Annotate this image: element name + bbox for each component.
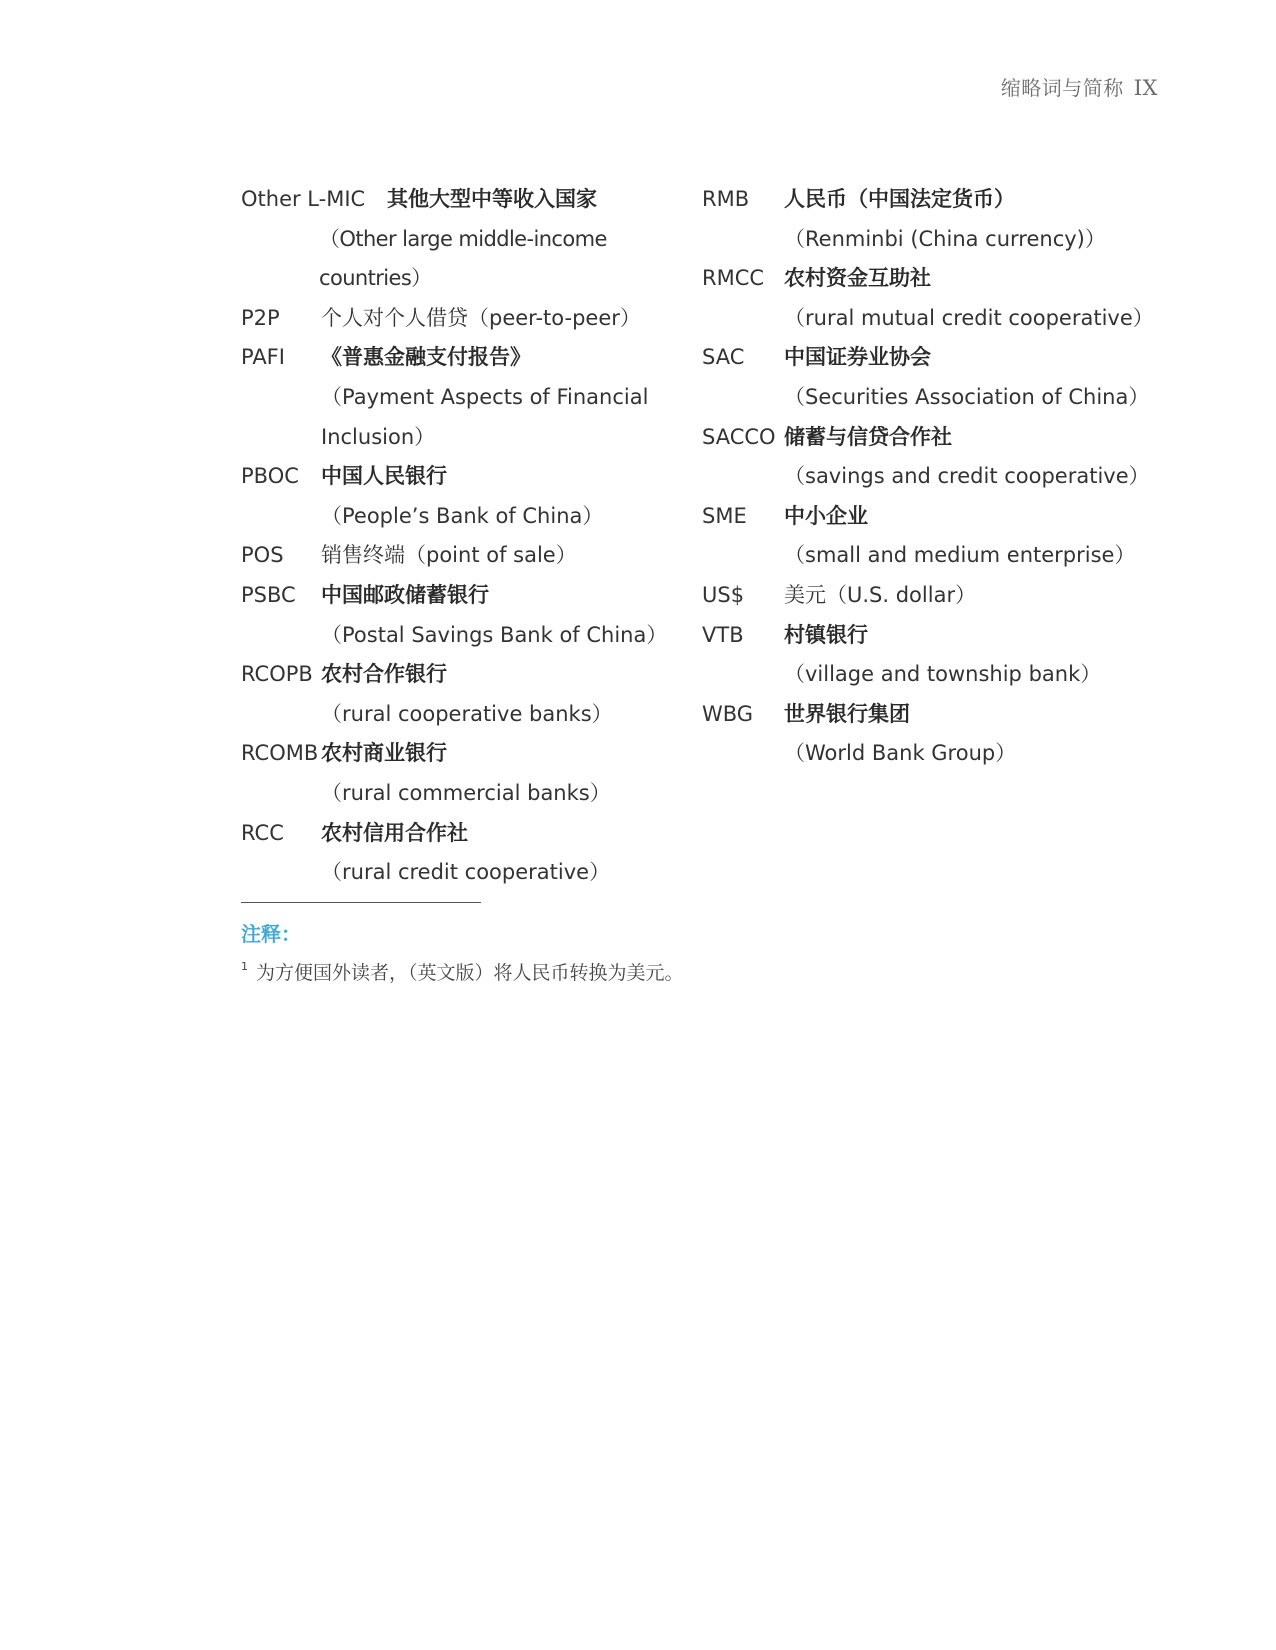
- entry-english-term: （rural mutual credit cooperative）: [784, 305, 1154, 330]
- entry-english-term: （Payment Aspects of Financial Inclusion）: [321, 384, 649, 449]
- entry-abbreviation: Other L-MIC: [241, 187, 366, 211]
- entry-definition: [784, 180, 1172, 259]
- glossary-entry: [702, 497, 1172, 576]
- entry-english-term: （rural commercial banks）: [321, 780, 611, 805]
- entry-chinese-term: 中国邮政储蓄银行: [321, 582, 489, 607]
- entry-abbreviation: RCOMB: [241, 741, 319, 766]
- entry-definition: [784, 576, 1172, 616]
- entry-abbreviation: POS: [241, 543, 284, 568]
- entry-abbreviation: RMCC: [702, 266, 765, 291]
- entry-abbreviation: RCC: [241, 820, 284, 845]
- entry-abbreviation: SAC: [702, 345, 745, 370]
- entry-definition: [321, 536, 681, 576]
- running-head: [1001, 72, 1158, 101]
- footnote: [241, 958, 684, 985]
- entry-abbreviation: SACCO: [702, 424, 776, 449]
- entry-definition: [784, 418, 1172, 497]
- entry-english-term: （Postal Savings Bank of China）: [321, 622, 668, 647]
- notes-heading: 注释：: [241, 922, 301, 946]
- entry-english-term: （rural credit cooperative）: [321, 860, 611, 885]
- entry-definition: [321, 457, 681, 536]
- entry-chinese-term: 村镇银行: [784, 622, 868, 647]
- glossary-entry: [702, 695, 1172, 774]
- glossary-entry: [702, 616, 1172, 695]
- glossary-entry: [241, 536, 681, 576]
- glossary-entry: [702, 576, 1172, 616]
- entry-english-term: （World Bank Group）: [784, 741, 1017, 766]
- entry-chinese-term: 农村商业银行: [321, 741, 447, 766]
- entry-chinese-term: 储蓄与信贷合作社: [784, 424, 952, 449]
- glossary-entry: [241, 576, 681, 655]
- entry-definition: [319, 180, 681, 299]
- entry-definition: [784, 616, 1172, 695]
- entry-definition: [321, 299, 681, 339]
- entry-definition: [321, 734, 681, 813]
- entry-english-term: （small and medium enterprise）: [784, 543, 1136, 568]
- glossary-entry: [241, 734, 681, 813]
- glossary-entry: [702, 259, 1172, 338]
- entry-abbreviation: PBOC: [241, 464, 299, 489]
- entry-abbreviation: PAFI: [241, 345, 285, 370]
- entry-abbreviation: SME: [702, 503, 747, 528]
- entry-abbreviation: US$: [702, 582, 745, 607]
- glossary-entry: [702, 180, 1172, 259]
- entry-definition: [784, 338, 1172, 417]
- glossary-entry: [241, 457, 681, 536]
- abbreviations-left-column: [241, 180, 681, 893]
- footnote-marker: 1: [241, 960, 248, 973]
- entry-abbreviation: P2P: [241, 305, 280, 330]
- entry-english-term: （People’s Bank of China）: [321, 503, 604, 528]
- entry-chinese-term: 农村信用合作社: [321, 820, 468, 845]
- entry-english-term: （village and township bank）: [784, 662, 1102, 687]
- entry-chinese-term: 中国证券业协会: [784, 345, 931, 370]
- glossary-entry: [241, 814, 681, 893]
- entry-chinese-term: 其他大型中等收入国家: [387, 187, 597, 211]
- running-head-title: 缩略词与简称: [1000, 76, 1124, 100]
- entry-abbreviation: PSBC: [241, 582, 296, 607]
- entry-chinese-term: 《普惠金融支付报告》: [321, 345, 531, 370]
- glossary-entry: [702, 338, 1172, 417]
- glossary-entry: [241, 338, 681, 457]
- entry-chinese-term: 中国人民银行: [321, 464, 447, 489]
- entry-english-term: （Renminbi (China currency)）: [784, 226, 1106, 251]
- entry-definition: [321, 338, 681, 457]
- footnote-divider: [241, 902, 481, 903]
- glossary-entry: [241, 180, 681, 299]
- entry-definition: [321, 814, 681, 893]
- entry-chinese-term: 中小企业: [784, 503, 868, 528]
- entry-inline-definition: 个人对个人借贷（peer-to-peer）: [321, 305, 641, 330]
- entry-definition: [784, 695, 1172, 774]
- entry-abbreviation: VTB: [702, 622, 744, 647]
- entry-abbreviation: RMB: [702, 187, 750, 211]
- abbreviations-right-column: [702, 180, 1172, 774]
- glossary-entry: [241, 299, 681, 339]
- entry-abbreviation: WBG: [702, 701, 754, 726]
- entry-inline-definition: 美元（U.S. dollar）: [784, 582, 977, 607]
- entry-definition: [784, 259, 1172, 338]
- entry-definition: [784, 497, 1172, 576]
- glossary-entry: [241, 655, 681, 734]
- page-number: IX: [1133, 76, 1158, 100]
- entry-chinese-term: 农村合作银行: [321, 662, 447, 687]
- entry-english-term: （Other large middle-income countries）: [319, 226, 607, 291]
- entry-definition: [321, 655, 681, 734]
- entry-chinese-term: 世界银行集团: [784, 701, 910, 726]
- entry-english-term: （rural cooperative banks）: [321, 701, 613, 726]
- entry-english-term: （Securities Association of China）: [784, 384, 1150, 409]
- glossary-entry: [702, 418, 1172, 497]
- entry-inline-definition: 销售终端（point of sale）: [321, 543, 577, 568]
- entry-definition: [321, 576, 681, 655]
- entry-chinese-term: 人民币（中国法定货币）: [784, 187, 1015, 211]
- entry-abbreviation: RCOPB: [241, 662, 313, 687]
- entry-english-term: （savings and credit cooperative）: [784, 464, 1150, 489]
- footnote-text: 为方便国外读者，（英文版）将人民币转换为美元。: [256, 962, 684, 984]
- entry-chinese-term: 农村资金互助社: [784, 266, 931, 291]
